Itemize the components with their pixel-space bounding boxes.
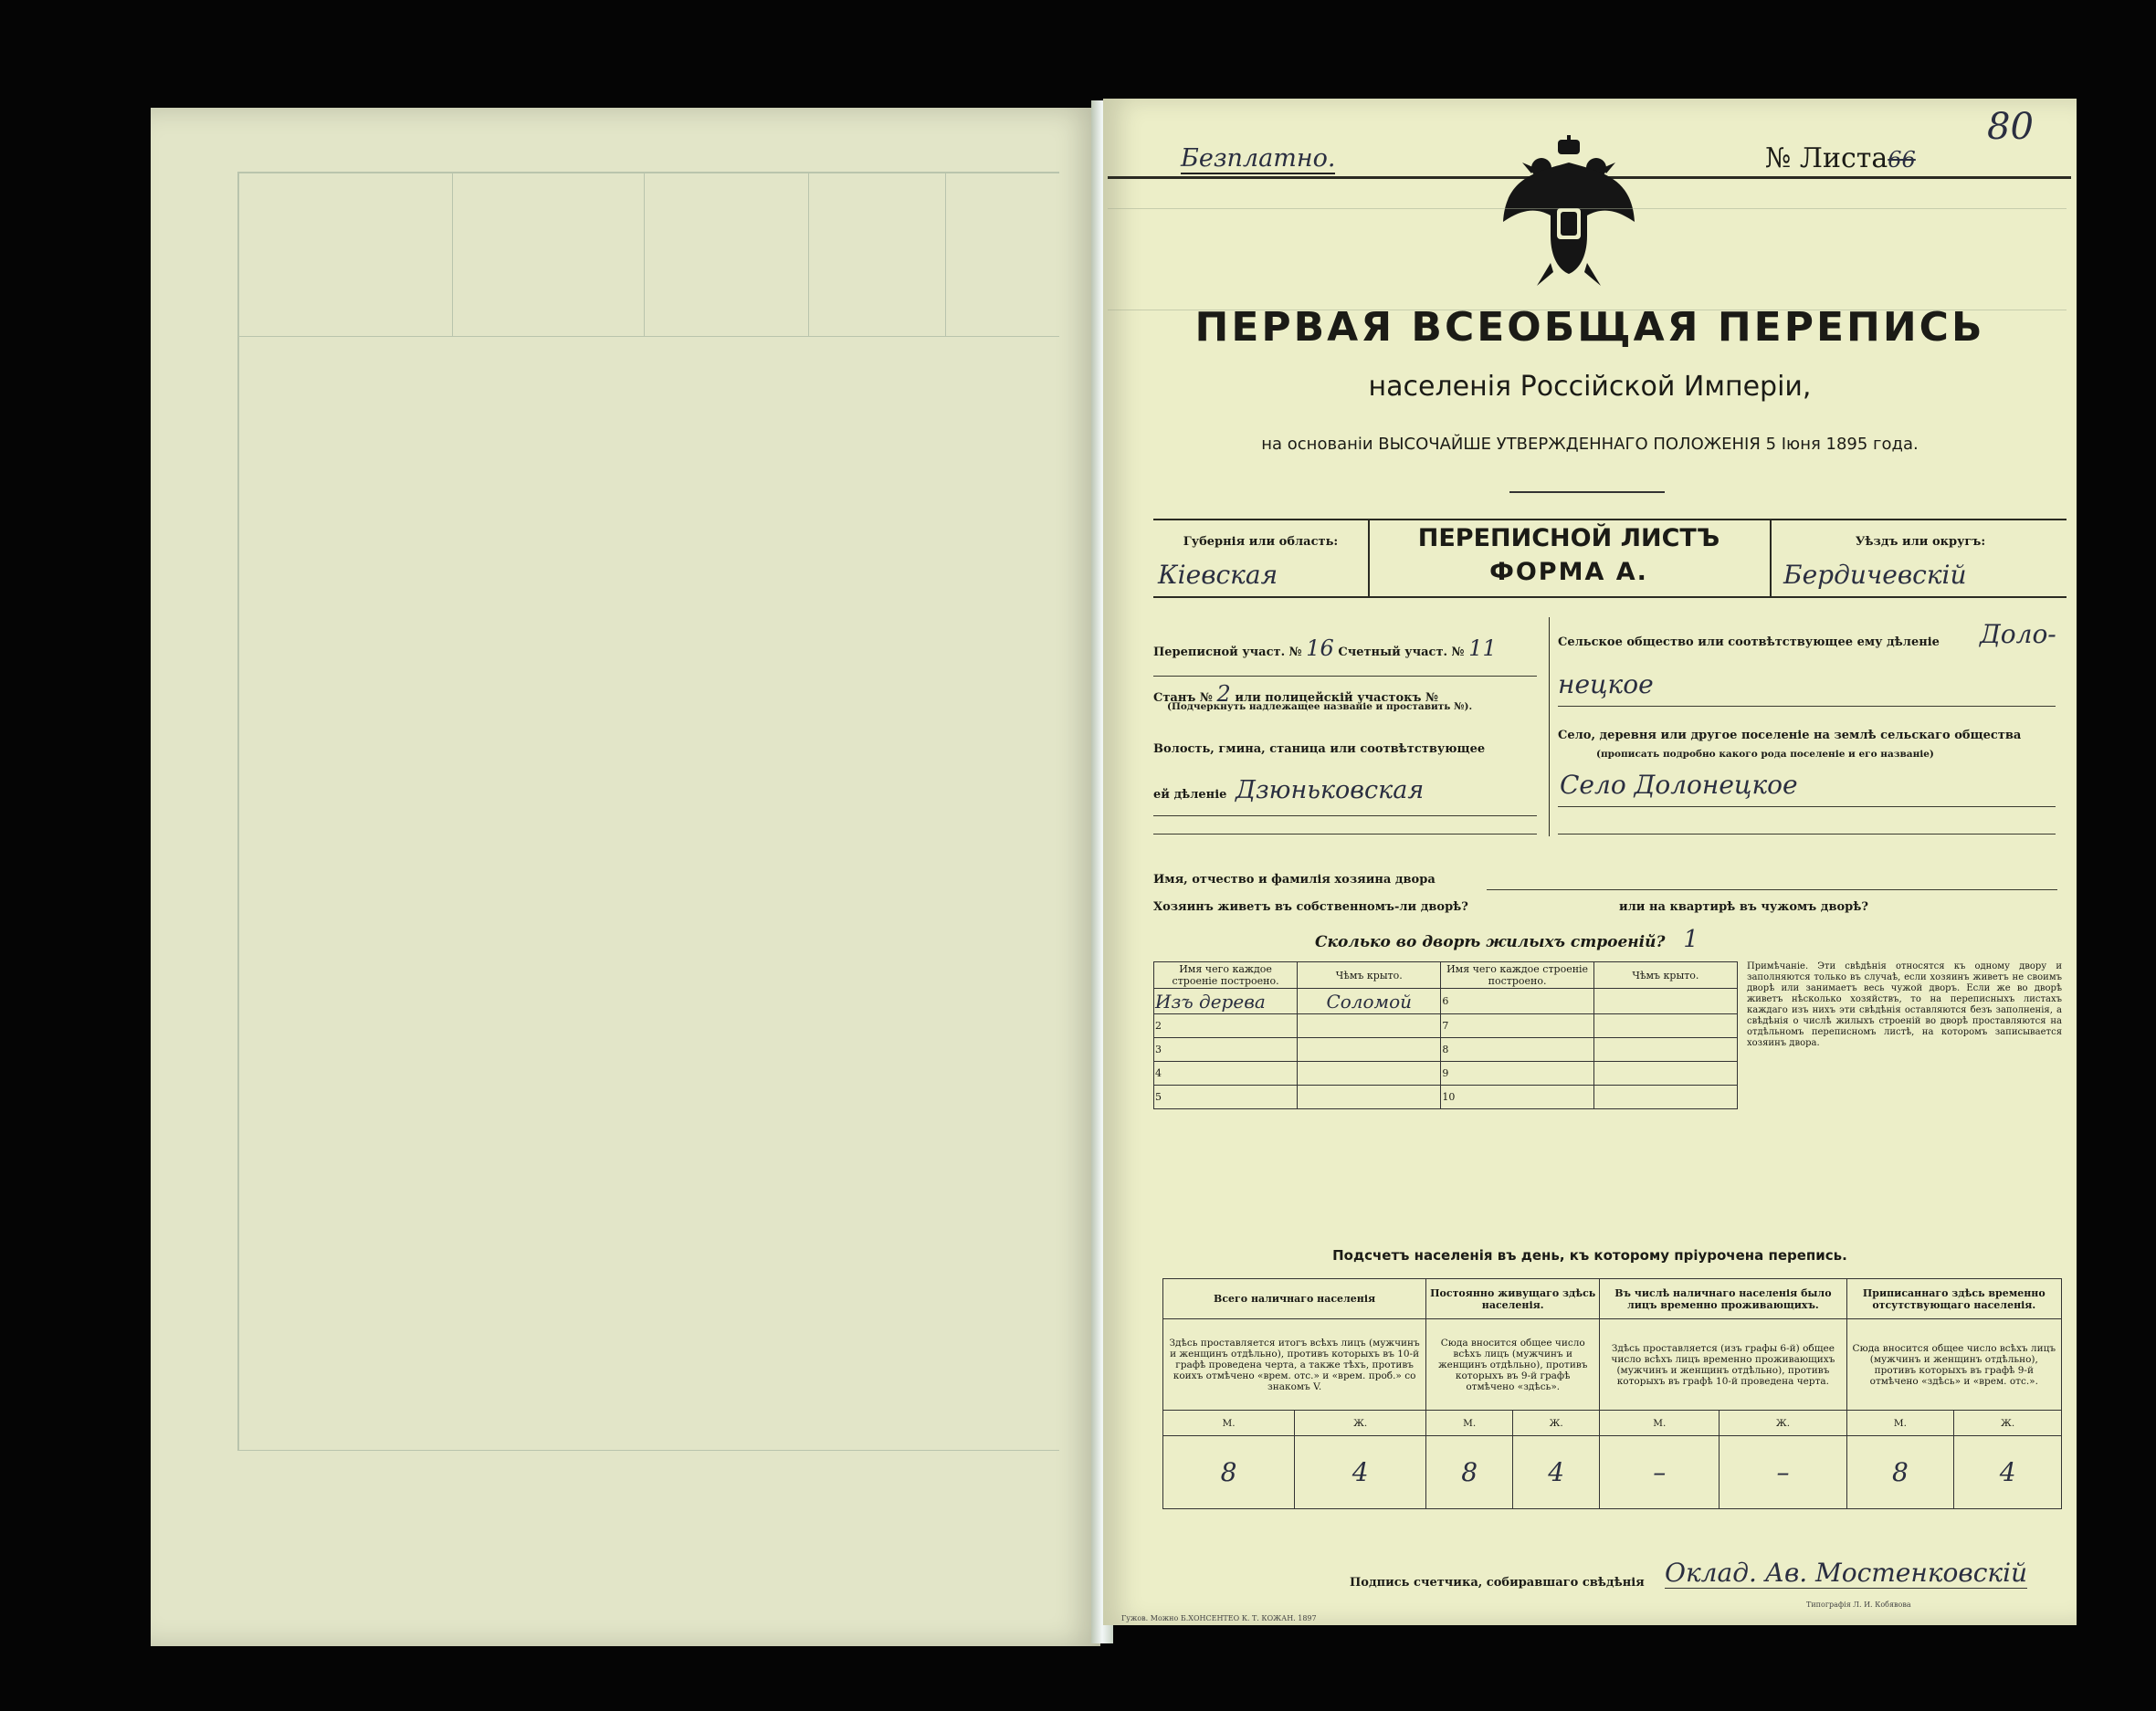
census-subtitle: населенія Россійской Имперіи, [1368, 371, 1812, 403]
summary-col-head: Постоянно живущаго здѣсь населенія. [1426, 1279, 1600, 1319]
table-cell [1593, 1014, 1737, 1038]
summary-value: – [1720, 1436, 1846, 1509]
male-header: М. [1846, 1411, 1954, 1436]
table-cell: Соломой [1298, 989, 1441, 1014]
faded-rule [237, 172, 1059, 173]
buildings-col-roof: Чѣмъ крыто. [1593, 962, 1737, 989]
summary-value: 8 [1846, 1436, 1954, 1509]
faded-rule [808, 172, 809, 336]
summary-value: 4 [1513, 1436, 1600, 1509]
lives-rent-label: или на квартирѣ въ чужомъ дворѣ? [1619, 900, 1868, 914]
table-cell [1298, 1038, 1441, 1062]
male-header: М. [1426, 1411, 1513, 1436]
row-number: 9 [1441, 1062, 1593, 1086]
field-rule [1487, 889, 2057, 890]
province-label: Губернія или область: [1183, 535, 1339, 549]
column-divider [1549, 617, 1550, 836]
male-header: М. [1600, 1411, 1720, 1436]
village-label: Село, деревня или другое поселеніе на землѣ сельскаго общества [1558, 729, 2022, 742]
society-label: Сельское общество или соотвѣтствующее ему дѣленіе [1558, 635, 1940, 649]
society-value-2: нецкое [1558, 669, 1654, 699]
printer-note-right: Типографія Л. И. Кобявова [1806, 1601, 1911, 1609]
summary-value: 8 [1163, 1436, 1295, 1509]
buildings-value: 1 [1683, 926, 1699, 953]
sheet-number-label: № Листа [1765, 142, 1888, 174]
district-value: Бердичевскій [1783, 560, 1967, 590]
field-rule [1558, 834, 2056, 835]
summary-col-desc: Здѣсь проставляется итогъ всѣхъ лицъ (мужчинъ и женщинъ отдѣльно), противъ которыхъ въ 10-й графѣ проведена черта, а также тѣхъ, противъ коихъ отмѣчено «врем. отс.» и «врем. проб.» со знакомъ V. [1163, 1319, 1426, 1411]
buildings-label: Сколько во дворѣ жилыхъ строеній? [1315, 933, 1666, 951]
census-form-page [1103, 99, 2077, 1625]
summary-col-head: Въ числѣ наличнаго населенія было лицъ временно проживающихъ. [1600, 1279, 1846, 1319]
row-number: 3 [1154, 1038, 1298, 1062]
faded-rule [644, 172, 645, 336]
faded-rule [237, 336, 1059, 337]
buildings-note: Примѣчаніе. Эти свѣдѣнія относятся къ одному двору и заполняются только въ случаѣ, если хозяинъ живетъ не своимъ дворѣ или занимаетъ весь чужой дворъ. Если же во дворѣ живетъ нѣсколько хозяйствъ, то на переписныхъ листахъ каждаго изъ нихъ эти свѣдѣнія оставляются безъ заполненія, а свѣдѣнія о числѣ жилыхъ строеній во дворѣ проставляются на отдѣльномъ переписномъ листѣ, на которомъ записывается хозяинъ двора. [1747, 961, 2062, 1048]
handwritten-page-number: 80 [1987, 106, 2034, 148]
summary-value: 8 [1426, 1436, 1513, 1509]
census-district-label: Переписной участ. № [1153, 646, 1302, 659]
village-value: Село Долонецкое [1560, 770, 1798, 800]
table-cell [1593, 1086, 1737, 1109]
row-number: 10 [1441, 1086, 1593, 1109]
volost-label: Волость, гмина, станица или соотвѣтствующее [1153, 742, 1486, 756]
female-header: Ж. [1295, 1411, 1426, 1436]
volost-label-2: ей дѣленіе [1153, 788, 1227, 802]
summary-col-desc: Сюда вносится общее число всѣхъ лицъ (мужчинъ и женщинъ отдѣльно), противъ которыхъ въ 9-й графѣ отмѣчено «здѣсь». [1426, 1319, 1600, 1411]
bleed-through-columns [1108, 208, 2067, 310]
row-number: 6 [1441, 989, 1593, 1014]
ornament-rule [1509, 491, 1665, 493]
society-value-1: Доло- [1980, 619, 2056, 649]
sheet-number [1765, 142, 1916, 174]
stan-label: Станъ № [1153, 691, 1213, 705]
female-header: Ж. [1513, 1411, 1600, 1436]
census-basis: на основаніи ВЫСОЧАЙШЕ УТВЕРЖДЕННАГО ПОЛОЖЕНІЯ 5 Іюня 1895 года. [1261, 435, 1919, 454]
volost-value: Дзюньковская [1236, 776, 1425, 804]
printer-note: Гужов. Можно Б.ХОНСЕНТЕО К. Т. КОЖАН. 1897 [1121, 1614, 1317, 1622]
table-cell [1593, 989, 1737, 1014]
population-summary-table [1162, 1278, 2062, 1509]
police-label: или полицейскій участокъ № [1235, 691, 1439, 705]
owner-label: Имя, отчество и фамилія хозяина двора [1153, 873, 1436, 887]
counting-district-label: Счетный участ. № [1338, 646, 1465, 659]
summary-col-head: Приписаннаго здѣсь временно отсутствующаго населенія. [1846, 1279, 2061, 1319]
buildings-col-name: Имя чего каждое строеніе построено. [1154, 962, 1298, 989]
census-title: ПЕРВАЯ ВСЕОБЩАЯ ПЕРЕПИСЬ [1194, 304, 1985, 351]
counting-district-value: 11 [1468, 635, 1497, 661]
field-rule [1558, 706, 2056, 707]
signature-label: Подпись счетчика, собиравшаго свѣдѣнія [1350, 1576, 1645, 1590]
male-header: М. [1163, 1411, 1295, 1436]
summary-value: 4 [1954, 1436, 2062, 1509]
form-box-divider [1368, 519, 1370, 598]
faded-rule [452, 172, 453, 336]
summary-col-desc: Здѣсь проставляется (изъ графы 6-й) общее число всѣхъ лицъ временно проживающихъ (мужчинъ и женщинъ отдѣльно), противъ которыхъ въ графѣ 10-й проведена черта. [1600, 1319, 1846, 1411]
summary-col-head: Всего наличнаго населенія [1163, 1279, 1426, 1319]
table-cell [1298, 1086, 1441, 1109]
census-district-field [1153, 635, 1497, 661]
district-label: Уѣздъ или округъ: [1855, 535, 1986, 549]
field-rule [1153, 676, 1537, 677]
form-box-bottom [1153, 596, 2067, 598]
field-rule [1153, 834, 1537, 835]
field-rule [1153, 815, 1537, 816]
buildings-table [1153, 961, 1738, 1109]
free-label: Безплатно. [1181, 144, 1336, 173]
row-number: 2 [1154, 1014, 1298, 1038]
row-number: 4 [1154, 1062, 1298, 1086]
summary-value: 4 [1295, 1436, 1426, 1509]
table-cell [1298, 1014, 1441, 1038]
signature-value: Оклад. Ав. Мостенковскій [1665, 1558, 2028, 1588]
form-title: ПЕРЕПИСНОЙ ЛИСТЪ [1417, 524, 1720, 552]
stan-value: 2 [1216, 681, 1231, 707]
faded-rule [237, 172, 239, 1450]
row-number: 5 [1154, 1086, 1298, 1109]
summary-col-desc: Сюда вносится общее число всѣхъ лицъ (мужчинъ и женщинъ отдѣльно), противъ которыхъ въ графѣ 9-й отмѣчено «здѣсь» и «врем. отс.». [1846, 1319, 2061, 1411]
buildings-col-name: Имя чего каждое строеніе построено. [1441, 962, 1593, 989]
table-cell [1593, 1038, 1737, 1062]
table-cell [1298, 1062, 1441, 1086]
stan-note: (Подчеркнуть надлежащее названіе и проставить №). [1167, 701, 1473, 712]
village-note: (прописать подробно какого рода поселеніе и его названіе) [1596, 749, 1934, 760]
faded-rule [237, 1450, 1059, 1451]
faded-rule [945, 172, 946, 336]
census-district-value: 16 [1306, 635, 1334, 661]
table-cell: Изъ дерева [1154, 989, 1298, 1014]
summary-title: Подсчетъ населенія въ день, къ которому пріурочена перепись. [1332, 1247, 1847, 1264]
row-number: 7 [1441, 1014, 1593, 1038]
female-header: Ж. [1720, 1411, 1846, 1436]
form-type: ФОРМА А. [1489, 558, 1648, 586]
buildings-col-roof: Чѣмъ крыто. [1298, 962, 1441, 989]
field-rule [1558, 806, 2056, 807]
lives-own-label: Хозяинъ живетъ въ собственномъ-ли дворѣ? [1153, 900, 1468, 914]
form-box-top [1153, 519, 2067, 520]
left-page [151, 108, 1100, 1646]
province-value: Кіевская [1158, 560, 1278, 590]
row-number: 8 [1441, 1038, 1593, 1062]
sheet-number-struck: 66 [1888, 147, 1916, 173]
form-box-divider [1770, 519, 1772, 598]
female-header: Ж. [1954, 1411, 2062, 1436]
table-cell [1593, 1062, 1737, 1086]
buildings-field [1315, 926, 1699, 953]
summary-value: – [1600, 1436, 1720, 1509]
